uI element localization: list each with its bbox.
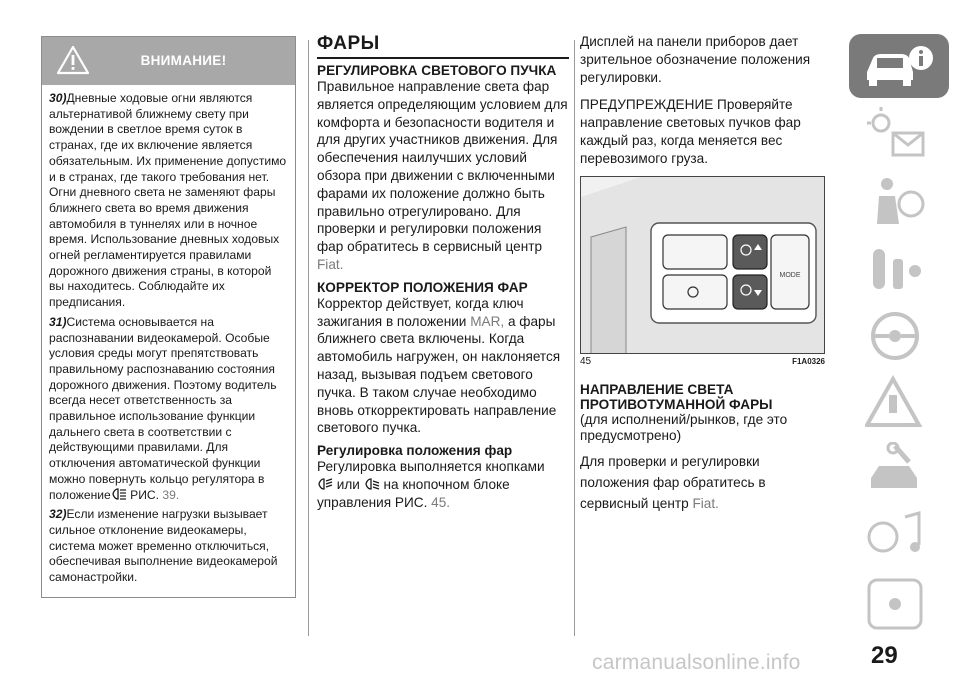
leveling-text: Корректор действует, когда ключ зажигания в положении MAR, а фары ближнего света включены. Когда автомобиль нагружен, он наклоняется назад, вызывая подъем светового пучка. В таком случае необходимо вновь откорректировать направление светового пучка. bbox=[317, 295, 561, 436]
sidebar-item-dashboard[interactable] bbox=[849, 101, 949, 165]
mode-button-label: MODE bbox=[779, 272, 801, 280]
sidebar-item-starting[interactable] bbox=[849, 235, 949, 299]
wrench-car-icon bbox=[865, 442, 929, 498]
warning-note-31: 31)Система основывается на распознавании видеокамерой. Особые условия среды могут препятствовать правильному распознаванию состояния дорожного движения. Поэтому водитель всегда несет ответственность за правильное использование функции дальнего света в соответствии с действующими правилами. Для отключения автоматической функции можно повернуть кольцо регулятора в положение РИС. 39. bbox=[49, 314, 277, 502]
sidebar-item-multimedia[interactable] bbox=[849, 503, 949, 567]
caution-text: ПРЕДУПРЕЖДЕНИЕ Проверяйте направление световых пучков фар каждый раз, когда меняется вес перевозимого груза. bbox=[580, 96, 801, 167]
seatbelt-airbag-icon bbox=[865, 174, 929, 230]
warning-title: ВНИМАНИЕ! bbox=[140, 53, 227, 68]
warning-box bbox=[41, 36, 296, 598]
headlight-switch-illustration bbox=[581, 177, 825, 354]
sidebar-item-emergency[interactable] bbox=[849, 369, 949, 433]
section-title: ФАРЫ bbox=[317, 33, 569, 59]
leveling-heading: КОРРЕКТОР ПОЛОЖЕНИЯ ФАР bbox=[317, 279, 528, 295]
fog-light-text: Для проверки и регулировки положения фар обратитесь в сервисный центр Fiat. bbox=[580, 454, 766, 512]
sidebar-item-safety[interactable] bbox=[849, 168, 949, 232]
beam-down-icon bbox=[364, 478, 380, 490]
warning-header bbox=[42, 37, 295, 85]
column-divider bbox=[574, 40, 575, 636]
watermark: carmanualsonline.info bbox=[592, 651, 801, 674]
warning-body bbox=[42, 85, 295, 586]
sidebar-item-driving[interactable] bbox=[849, 302, 949, 366]
display-column bbox=[580, 33, 830, 522]
figure-caption bbox=[580, 356, 825, 368]
fog-light-heading: НАПРАВЛЕНИЕ СВЕТА ПРОТИВОТУМАННОЙ ФАРЫ bbox=[580, 382, 773, 413]
beam-up-icon bbox=[317, 478, 333, 490]
fog-light-note: (для исполнений/рынков, где это предусмотрено) bbox=[580, 412, 788, 443]
auto-high-beam-icon bbox=[111, 488, 127, 500]
sidebar-item-index[interactable] bbox=[849, 570, 949, 634]
sidebar-item-maintenance[interactable] bbox=[849, 436, 949, 500]
car-info-icon bbox=[863, 44, 935, 88]
key-icon bbox=[865, 241, 929, 297]
figure-code: F1A0326 bbox=[792, 357, 825, 367]
control-panel-figure bbox=[580, 176, 825, 354]
beam-adjust-text: Правильное направление света фар является определяющим условием для комфорта и безопасности водителя и для других участников движения. Для обеспечения наилучших условий обзора при движении с включенными фарами их положение должно быть правильно отрегулировано. Для проверки и регулировки положения фар обратитесь в сервисный центр Fiat. bbox=[317, 79, 568, 272]
page-number: 29 bbox=[871, 642, 898, 669]
figure-number: 45 bbox=[580, 356, 592, 368]
alphabet-index-icon bbox=[865, 576, 929, 632]
sidebar-item-car-info[interactable] bbox=[849, 34, 949, 98]
dashboard-lights-icon bbox=[865, 107, 929, 163]
warning-road-icon bbox=[865, 375, 929, 431]
headlights-column bbox=[317, 33, 569, 518]
steering-wheel-icon bbox=[865, 308, 929, 364]
warning-note-32: 32)Если изменение нагрузки вызывает сильное отклонение видеокамеры, система может временно отключиться, обеспечивая выполнение видеокамерой самонастройки. bbox=[49, 507, 278, 585]
warning-note-30: 30)Дневные ходовые огни являются альтернативой ближнему свету при вождении в светлое время суток в странах, где их включение является обязательным. Их применение допустимо и в странах, где такого требования нет. Огни дневного света не заменяют фары ближнего света во время движения автомобиля в туннелях или в ночное время. Использование дневных ходовых огней регламентируется правилами дорожного движения страны, в которой вы находитесь. Соблюдайте их предписания. bbox=[49, 91, 287, 310]
display-text: Дисплей на панели приборов дает зрительное обозначение положения регулировки. bbox=[580, 34, 811, 86]
chapter-sidebar bbox=[849, 34, 949, 634]
column-divider bbox=[308, 40, 309, 636]
beam-adjust-heading: РЕГУЛИРОВКА СВЕТОВОГО ПУЧКА bbox=[317, 63, 557, 78]
position-adjust-text: Регулировка выполняется кнопками или на кнопочном блоке управления РИС. 45. bbox=[317, 459, 545, 510]
position-adjust-heading: Регулировка положения фар bbox=[317, 443, 513, 459]
music-nav-icon bbox=[865, 509, 929, 565]
